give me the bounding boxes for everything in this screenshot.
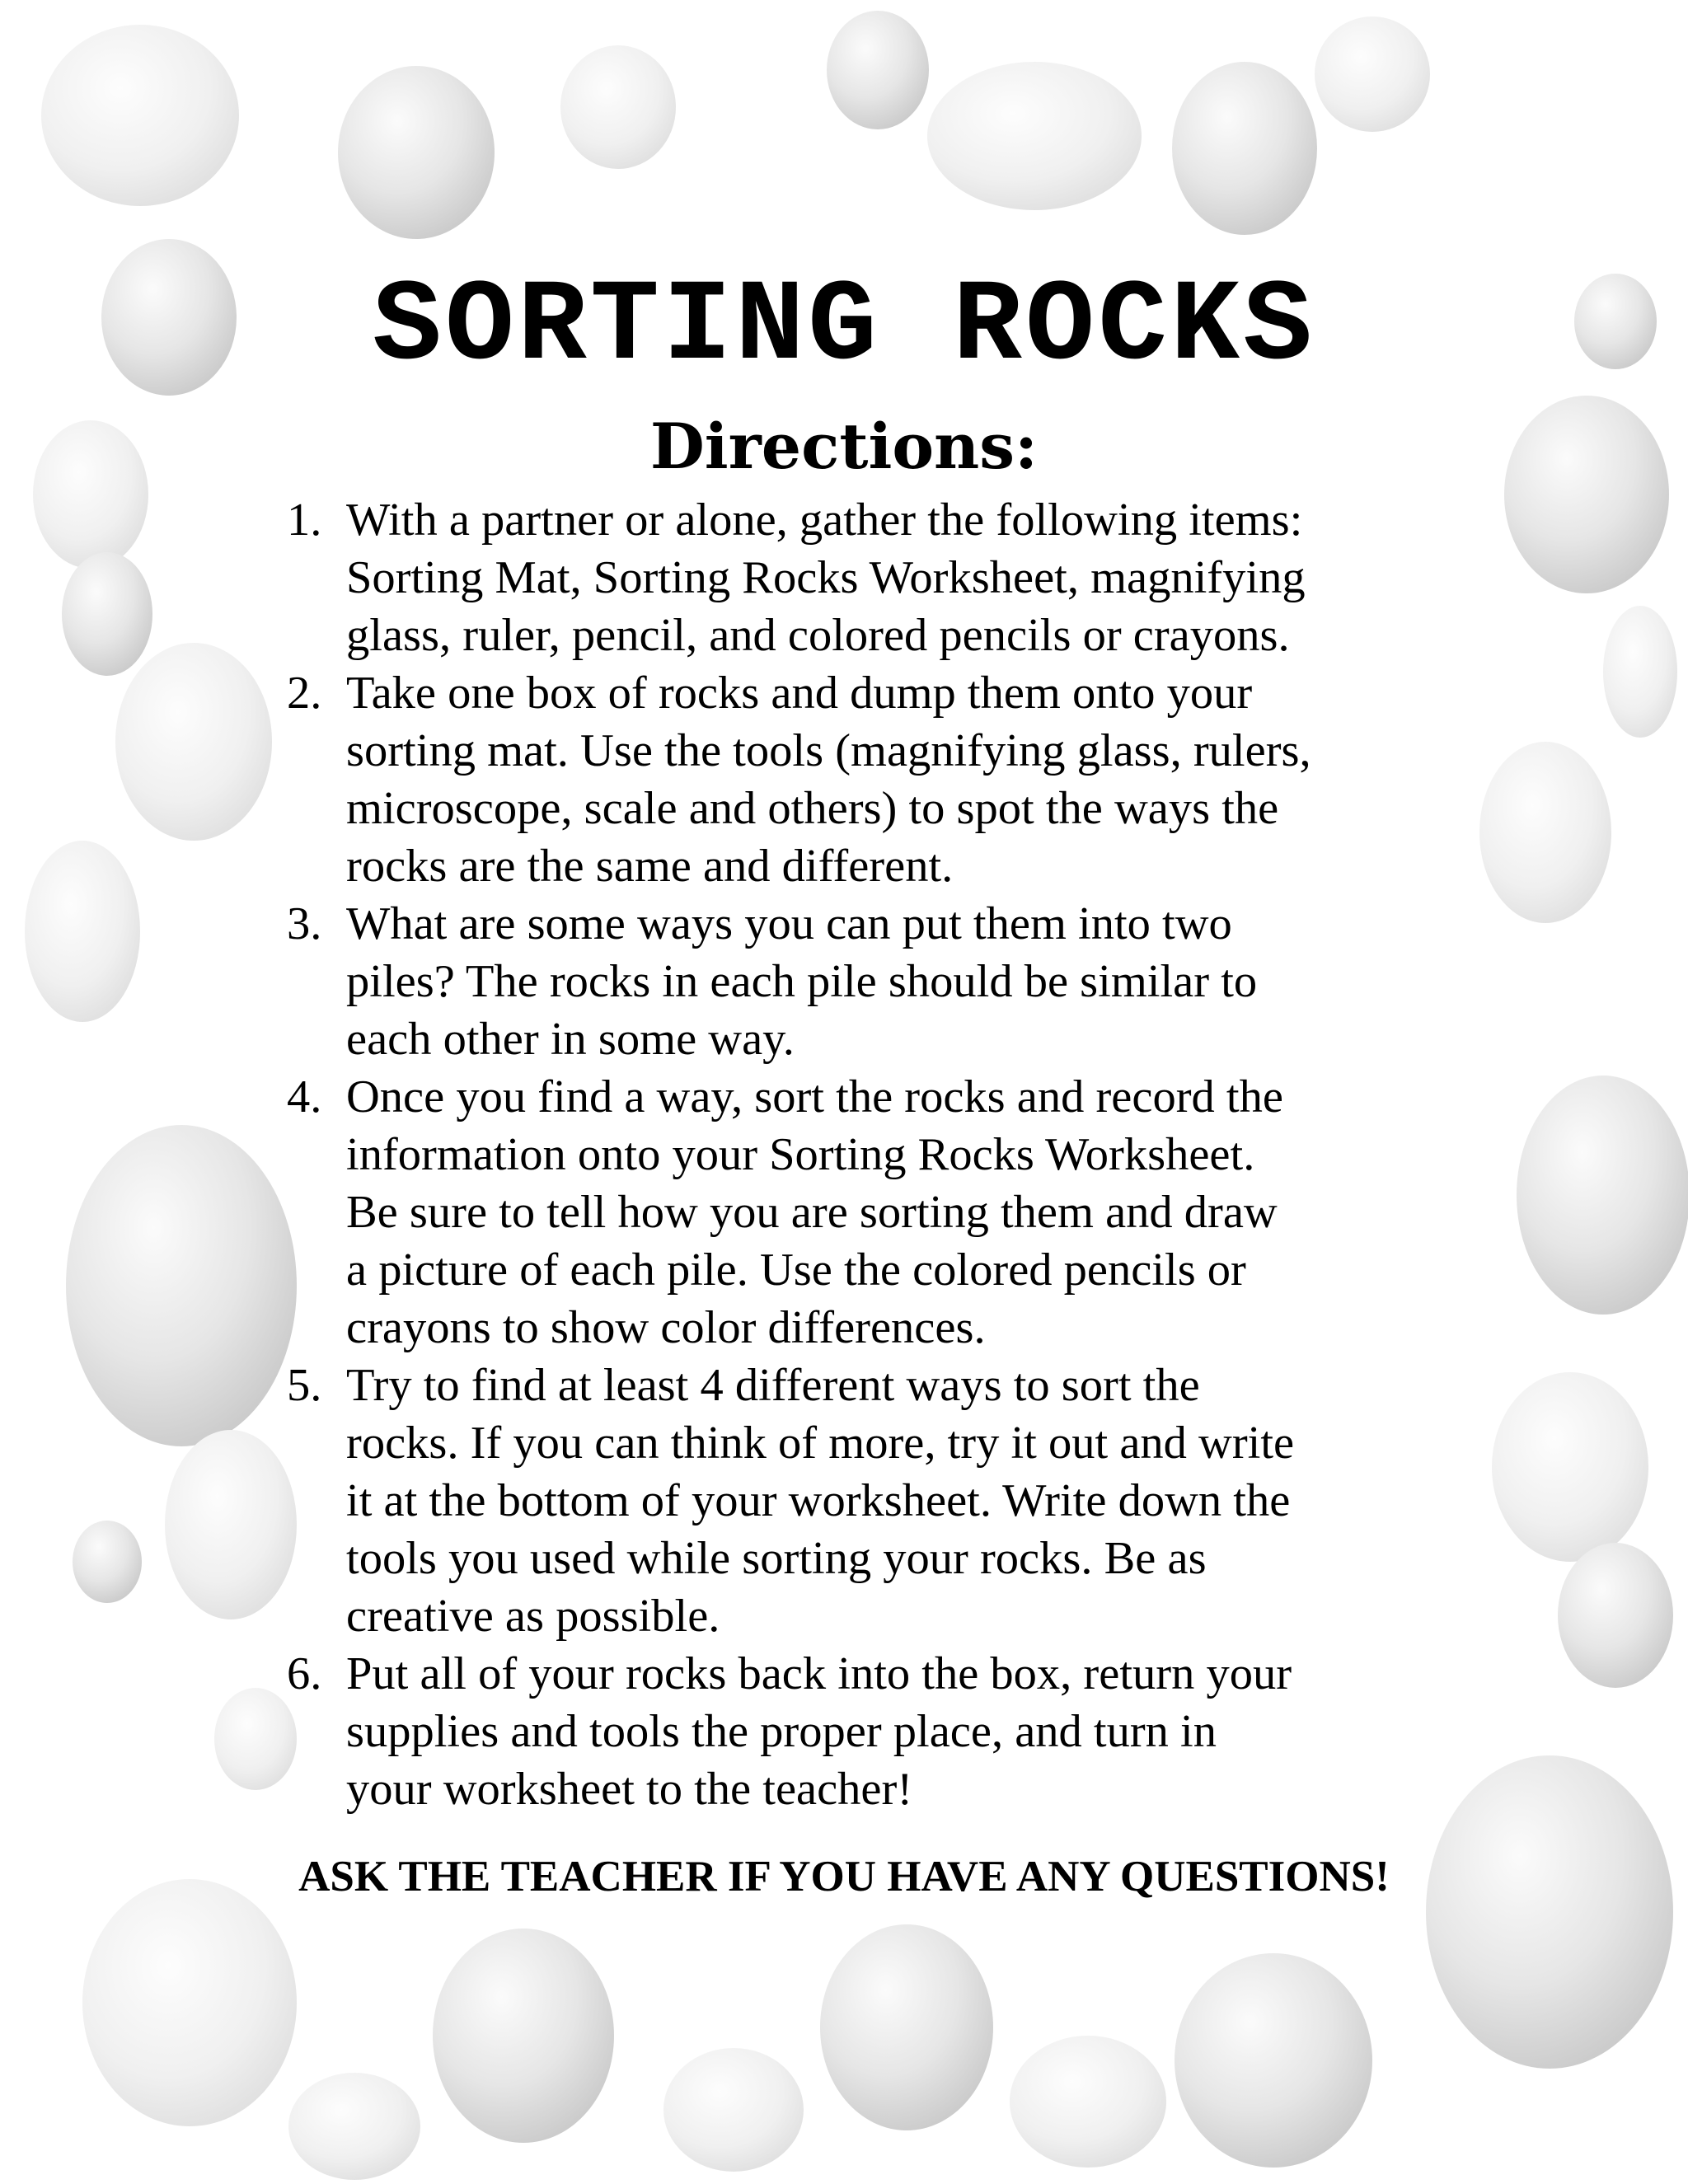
step-line: it at the bottom of your worksheet. Write down the bbox=[346, 1475, 1291, 1526]
direction-step bbox=[287, 1357, 1441, 1645]
step-line: Once you find a way, sort the rocks and record the bbox=[346, 1071, 1283, 1122]
step-line: a picture of each pile. Use the colored pencils or bbox=[346, 1244, 1246, 1296]
step-line: information onto your Sorting Rocks Worksheet. bbox=[346, 1129, 1255, 1180]
step-line: Put all of your rocks back into the box, return your bbox=[346, 1648, 1292, 1699]
step-line: rocks are the same and different. bbox=[346, 841, 954, 892]
step-line: What are some ways you can put them into two bbox=[346, 898, 1232, 949]
step-line: microscope, scale and others) to spot the ways the bbox=[346, 783, 1279, 834]
directions-list bbox=[287, 491, 1441, 1818]
step-line: With a partner or alone, gather the following items: bbox=[346, 494, 1303, 546]
step-line: crayons to show color differences. bbox=[346, 1302, 986, 1353]
direction-step bbox=[287, 491, 1441, 664]
step-line: Take one box of rocks and dump them onto your bbox=[346, 668, 1253, 719]
step-number: 4. bbox=[287, 1071, 322, 1122]
page-title: SORTING ROCKS bbox=[372, 262, 1316, 393]
step-line: Sorting Mat, Sorting Rocks Worksheet, magnifying bbox=[346, 552, 1306, 603]
directions-heading: Directions: bbox=[649, 410, 1039, 483]
step-line: creative as possible. bbox=[346, 1591, 720, 1642]
step-number: 3. bbox=[287, 898, 322, 949]
step-line: your worksheet to the teacher! bbox=[346, 1764, 913, 1815]
step-number: 6. bbox=[287, 1648, 322, 1699]
direction-step bbox=[287, 895, 1441, 1068]
step-line: supplies and tools the proper place, and turn in bbox=[346, 1706, 1217, 1757]
step-line: rocks. If you can think of more, try it out and write bbox=[346, 1418, 1295, 1469]
direction-step bbox=[287, 1068, 1441, 1357]
step-number: 1. bbox=[287, 494, 322, 546]
step-line: Try to find at least 4 different ways to sort the bbox=[346, 1360, 1200, 1411]
step-line: glass, ruler, pencil, and colored pencils or crayons. bbox=[346, 610, 1290, 661]
step-number: 2. bbox=[287, 668, 322, 719]
footer-note: ASK THE TEACHER IF YOU HAVE ANY QUESTIONS! bbox=[298, 1853, 1390, 1900]
step-number: 5. bbox=[287, 1360, 322, 1411]
step-line: tools you used while sorting your rocks. Be as bbox=[346, 1533, 1207, 1584]
step-line: Be sure to tell how you are sorting them and draw bbox=[346, 1187, 1278, 1238]
direction-step bbox=[287, 1645, 1441, 1818]
step-line: sorting mat. Use the tools (magnifying glass, rulers, bbox=[346, 725, 1311, 776]
direction-step bbox=[287, 664, 1441, 895]
step-line: each other in some way. bbox=[346, 1014, 795, 1065]
step-line: piles? The rocks in each pile should be similar to bbox=[346, 956, 1258, 1007]
